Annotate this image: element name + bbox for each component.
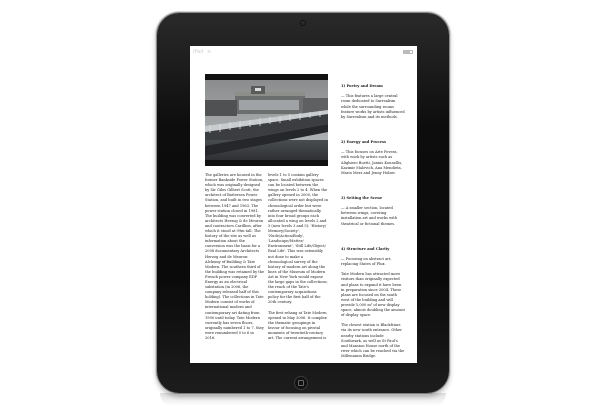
section-setting-the-scene bbox=[341, 191, 405, 232]
section-body: — This features a large central room dedicated to Surrealism while the surrounding rooms feature works by artists influenced by Surrealism and its methods. bbox=[341, 94, 405, 119]
wifi-icon: ≋ bbox=[207, 49, 212, 55]
article-column-3 bbox=[341, 74, 405, 363]
building-sign bbox=[255, 88, 261, 91]
section-body: — This focuses on Arte Povera, with work by artists such as Alighiero Boetti, Jannis Kounellis, Kazimir Malevich, Ana Mendieta, Mario Merz and Jenny Holzer. bbox=[341, 150, 403, 175]
article-column-2: levels 1 to 5 contain gallery space. Small exhibition spaces can be located between the wings on levels 2 to 4. When the gallery opened in 2000, the collections were not displayed in chronological order but were rather arranged thematically into four broad groups each allocated a wing on levels 2 and 5 (now levels 3 and 5): 'History/ Memory/Society', 'Nude/Action/Body', 'Landscape/Matter/ Environment', 'Still Life/Object/ Real Life'. This was ostensibly not done to make a chronological survey of the history of modern art along the lines of the Museum of Modern Art in New York would expose the large gaps in the collections; the reach of the Tate's contemporary acquisitions policy for the first half of the 20th century. The first rehang at Tate Modern opened in May 2006. It complex the thematic groupings in favour of focusing on pivotal moments of twentieth-century art. The current arrangement is bbox=[268, 173, 328, 340]
section-energy-and-process bbox=[341, 135, 405, 181]
section-body: — A smaller section, located between wings, covering installation art and works with theatrical or fictional themes. bbox=[341, 206, 398, 226]
section-body: — Focusing on abstract art, replacing States of Flux. Tate Modern has attracted more visitors than originally expected and plans to expand it have been in preparation since 2004. These plans are focused on the south west of the building and will provide 5,000 m² of new display space, almost doubling the amount of display space. The closest station is Blackfriars via its new south entrance. Other nearby stations include Southwark, as well as St Paul's and Mansion House north of the river which can be reached via the Millennium Bridge. bbox=[341, 257, 405, 358]
status-bar bbox=[190, 48, 417, 56]
ipad-screen bbox=[190, 46, 417, 363]
battery-icon bbox=[403, 50, 413, 54]
section-structure-and-clarity bbox=[341, 242, 405, 363]
section-title: 4) Structure and Clarity bbox=[341, 246, 390, 251]
device-reflection bbox=[160, 393, 446, 406]
article-photo bbox=[205, 74, 328, 166]
carrier-label: iPad bbox=[193, 49, 204, 55]
section-title: 3) Setting the Scene bbox=[341, 196, 383, 201]
article-column-1: The galleries are housed in the former Bankside Power Station, which was originally designed by Sir Giles Gilbert Scott, the architect of Battersea Power Station, and built in two stages between 1947 and 1963. The power station closed in 1981. The building was converted by architects Herzog & de Meuron and contractors Carillion, after which it stood at 99m tall. The history of the site as well as information about the conversion was the basis for a 2008 documentary Architects Herzog and de Meuron: Alchemy of Building & Tate Modern. The southern third of the building was retained by the French power company EDF Energy as an electrical substation (in 2006, the company released half of this holding). The collections in Tate Modern consist of works of international modern and contemporary art dating from 1900 until today. Tate Modern currently has seven floors, originally numbered 1 to 7, they were renumbered 0 to 6 in 2016. bbox=[205, 173, 265, 340]
section-title: 1) Poetry and Dream bbox=[341, 84, 383, 89]
home-button[interactable] bbox=[294, 376, 308, 390]
camera-icon bbox=[301, 21, 305, 25]
tate-modern-photo-image bbox=[205, 80, 328, 160]
section-poetry-and-dream bbox=[341, 79, 405, 125]
section-title: 2) Energy and Process bbox=[341, 140, 387, 145]
